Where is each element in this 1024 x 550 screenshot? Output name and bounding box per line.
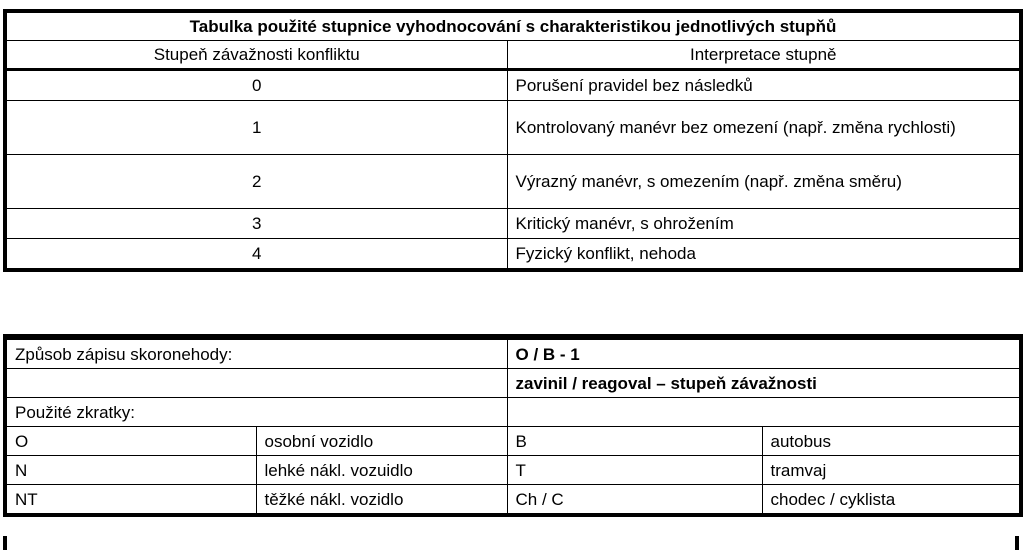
notation-method-value: O / B - 1 <box>507 337 1021 369</box>
notation-method-label: Způsob zápisu skoronehody: <box>5 337 507 369</box>
table-row <box>5 337 1021 369</box>
table-row <box>5 456 1021 485</box>
abbreviation-code: O <box>5 427 256 456</box>
table-row <box>5 209 1021 239</box>
severity-level: 0 <box>5 70 507 101</box>
column-header-interpretation: Interpretace stupně <box>507 41 1021 70</box>
severity-scale-table <box>3 9 1023 272</box>
table-row <box>5 101 1021 155</box>
table-continuation <box>3 536 1019 550</box>
abbreviation-description: tramvaj <box>762 456 1021 485</box>
abbreviation-code: Ch / C <box>507 485 762 516</box>
column-header-severity: Stupeň závažnosti konfliktu <box>5 41 507 70</box>
abbreviations-label: Použité zkratky: <box>5 398 507 427</box>
table-title: Tabulka použité stupnice vyhodnocování s charakteristikou jednotlivých stupňů <box>5 11 1021 41</box>
severity-interpretation: Kritický manévr, s ohrožením <box>507 209 1021 239</box>
table-row <box>5 239 1021 271</box>
severity-level: 1 <box>5 101 507 155</box>
table-row <box>5 427 1021 456</box>
notation-method-legend: zavinil / reagoval – stupeň závažnosti <box>507 369 1021 398</box>
abbreviation-description: těžké nákl. vozidlo <box>256 485 507 516</box>
severity-level: 4 <box>5 239 507 271</box>
abbreviation-description: osobní vozidlo <box>256 427 507 456</box>
abbreviation-description: autobus <box>762 427 1021 456</box>
abbreviation-code: N <box>5 456 256 485</box>
table-row <box>5 70 1021 101</box>
severity-level: 3 <box>5 209 507 239</box>
table-row <box>5 485 1021 516</box>
abbreviation-code: NT <box>5 485 256 516</box>
severity-interpretation: Fyzický konflikt, nehoda <box>507 239 1021 271</box>
abbreviation-code: B <box>507 427 762 456</box>
empty-cell <box>5 369 507 398</box>
abbreviation-code: T <box>507 456 762 485</box>
severity-interpretation: Kontrolovaný manévr bez omezení (např. změna rychlosti) <box>507 101 1021 155</box>
severity-interpretation: Výrazný manévr, s omezením (např. změna směru) <box>507 155 1021 209</box>
notation-table <box>3 334 1023 517</box>
severity-interpretation: Porušení pravidel bez následků <box>507 70 1021 101</box>
table-row <box>5 398 1021 427</box>
empty-cell <box>507 398 1021 427</box>
abbreviation-description: lehké nákl. vozuidlo <box>256 456 507 485</box>
severity-level: 2 <box>5 155 507 209</box>
table-row <box>5 155 1021 209</box>
table-row <box>5 369 1021 398</box>
abbreviation-description: chodec / cyklista <box>762 485 1021 516</box>
